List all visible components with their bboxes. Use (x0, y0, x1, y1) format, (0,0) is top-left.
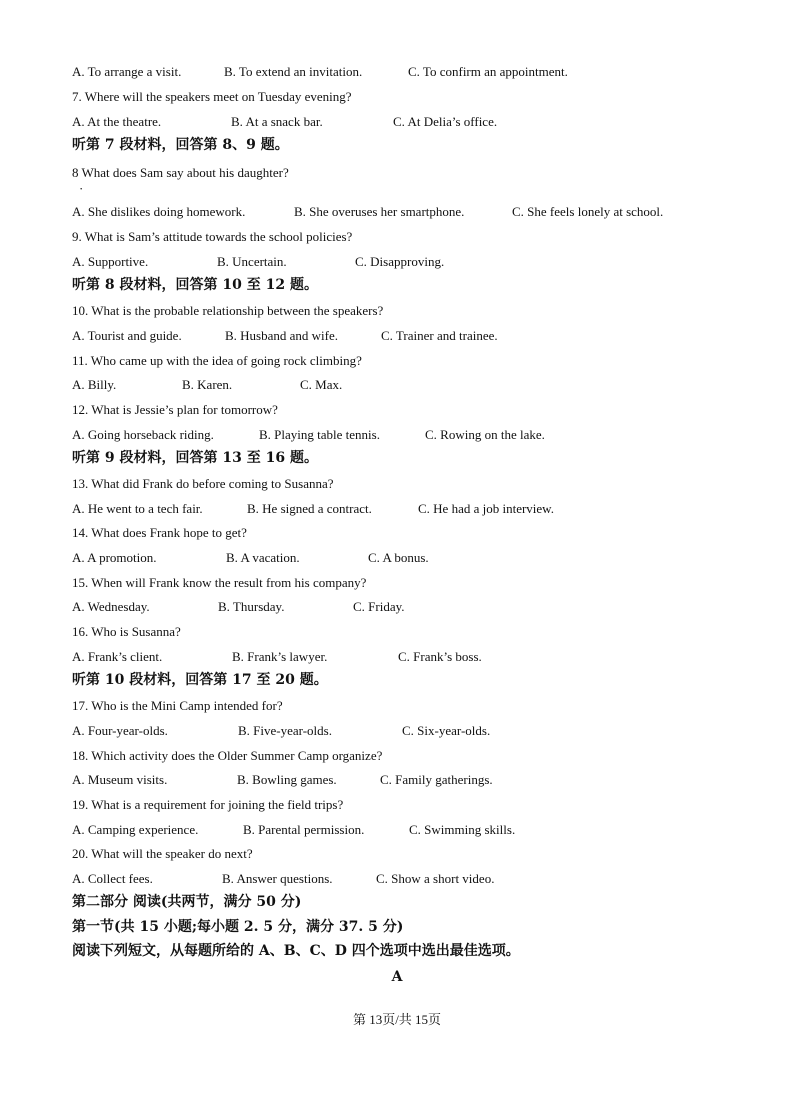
option-a: A. Four-year-olds. (72, 723, 168, 738)
question-text: 20. What will the speaker do next? (72, 846, 253, 861)
answer-options (72, 376, 754, 393)
question-text: 15. When will Frank know the result from his company? (72, 575, 367, 590)
section-heading: 听第 9 段材料，回答第 13 至 16 题。 (72, 450, 318, 466)
page-footer: 第 13页/共 15页 (352, 1012, 442, 1027)
question-text: 14. What does Frank hope to get? (72, 525, 247, 540)
option-c: C. Max. (300, 377, 343, 392)
option-c: C. Family gatherings. (380, 772, 493, 787)
option-b: B. Answer questions. (222, 871, 333, 886)
option-a: A. Collect fees. (72, 871, 153, 886)
option-c: C. She feels lonely at school. (512, 204, 664, 219)
stray-dot: · (79, 181, 84, 196)
option-b: B. A vacation. (226, 550, 300, 565)
option-a: A. Billy. (72, 377, 117, 392)
option-c: C. Six-year-olds. (402, 723, 491, 738)
section-heading: 第二部分 阅读(共两节，满分 50 分) (72, 894, 302, 910)
section-heading: 第一节(共 15 小题;每小题 2. 5 分，满分 37. 5 分) (72, 919, 404, 935)
section-heading: 听第 10 段材料，回答第 17 至 20 题。 (72, 672, 328, 688)
answer-options (72, 771, 754, 788)
option-a: A. A promotion. (72, 550, 157, 565)
option-c: C. Friday. (353, 599, 405, 614)
answer-options (72, 203, 754, 220)
option-a: A. Frank’s client. (72, 649, 163, 664)
answer-options (72, 722, 754, 739)
question-text: 13. What did Frank do before coming to Susanna? (72, 476, 334, 491)
option-a: A. Wednesday. (72, 599, 150, 614)
option-c: C. Frank’s boss. (398, 649, 482, 664)
option-b: B. She overuses her smartphone. (294, 204, 465, 219)
option-c: C. Trainer and trainee. (381, 328, 498, 343)
option-b: B. Karen. (182, 377, 233, 392)
option-c: C. To confirm an appointment. (408, 64, 568, 79)
question-text: 17. Who is the Mini Camp intended for? (72, 698, 283, 713)
option-b: B. Five-year-olds. (238, 723, 332, 738)
answer-options (72, 870, 754, 887)
section-heading: A (391, 969, 403, 985)
option-c: C. Disapproving. (355, 254, 445, 269)
question-text: 11. Who came up with the idea of going rock climbing? (72, 353, 362, 368)
question-text: 12. What is Jessie’s plan for tomorrow? (72, 402, 278, 417)
option-a: A. Tourist and guide. (72, 328, 182, 343)
option-c: C. Show a short video. (376, 871, 495, 886)
question-text: 10. What is the probable relationship between the speakers? (72, 303, 384, 318)
option-a: A. Supportive. (72, 254, 149, 269)
option-a: A. Museum visits. (72, 772, 168, 787)
answer-options (72, 648, 754, 665)
option-b: B. At a snack bar. (231, 114, 323, 129)
answer-options (72, 821, 754, 838)
option-b: B. To extend an invitation. (224, 64, 363, 79)
option-b: B. Bowling games. (237, 772, 337, 787)
option-b: B. Playing table tennis. (259, 427, 380, 442)
question-text: 8 What does Sam say about his daughter? (72, 165, 289, 180)
option-c: C. He had a job interview. (418, 501, 554, 516)
option-b: B. Husband and wife. (225, 328, 339, 343)
option-c: C. Swimming skills. (409, 822, 516, 837)
question-text: 9. What is Sam’s attitude towards the school policies? (72, 229, 353, 244)
answer-options (72, 63, 754, 80)
option-b: B. Parental permission. (243, 822, 365, 837)
option-b: B. Uncertain. (217, 254, 287, 269)
option-b: B. Thursday. (218, 599, 285, 614)
option-a: A. To arrange a visit. (72, 64, 182, 79)
option-a: A. Going horseback riding. (72, 427, 214, 442)
option-b: B. He signed a contract. (247, 501, 372, 516)
option-c: C. At Delia’s office. (393, 114, 498, 129)
answer-options (72, 113, 754, 130)
answer-options (72, 327, 754, 344)
option-c: C. Rowing on the lake. (425, 427, 545, 442)
option-a: A. Camping experience. (72, 822, 199, 837)
answer-options (72, 598, 754, 615)
answer-options (72, 500, 754, 517)
option-a: A. At the theatre. (72, 114, 162, 129)
question-text: 7. Where will the speakers meet on Tuesday evening? (72, 89, 352, 104)
answer-options (72, 253, 754, 270)
option-a: A. He went to a tech fair. (72, 501, 203, 516)
section-heading: 阅读下列短文，从每题所给的 A、B、C、D 四个选项中选出最佳选项。 (72, 943, 520, 959)
question-text: 19. What is a requirement for joining the field trips? (72, 797, 344, 812)
option-a: A. She dislikes doing homework. (72, 204, 246, 219)
section-heading: 听第 8 段材料，回答第 10 至 12 题。 (72, 277, 318, 293)
question-text: 16. Who is Susanna? (72, 624, 181, 639)
answer-options (72, 426, 754, 443)
section-heading: 听第 7 段材料，回答第 8、9 题。 (72, 137, 289, 153)
answer-options (72, 549, 754, 566)
option-c: C. A bonus. (368, 550, 429, 565)
question-text: 18. Which activity does the Older Summer Camp organize? (72, 748, 383, 763)
option-b: B. Frank’s lawyer. (232, 649, 328, 664)
